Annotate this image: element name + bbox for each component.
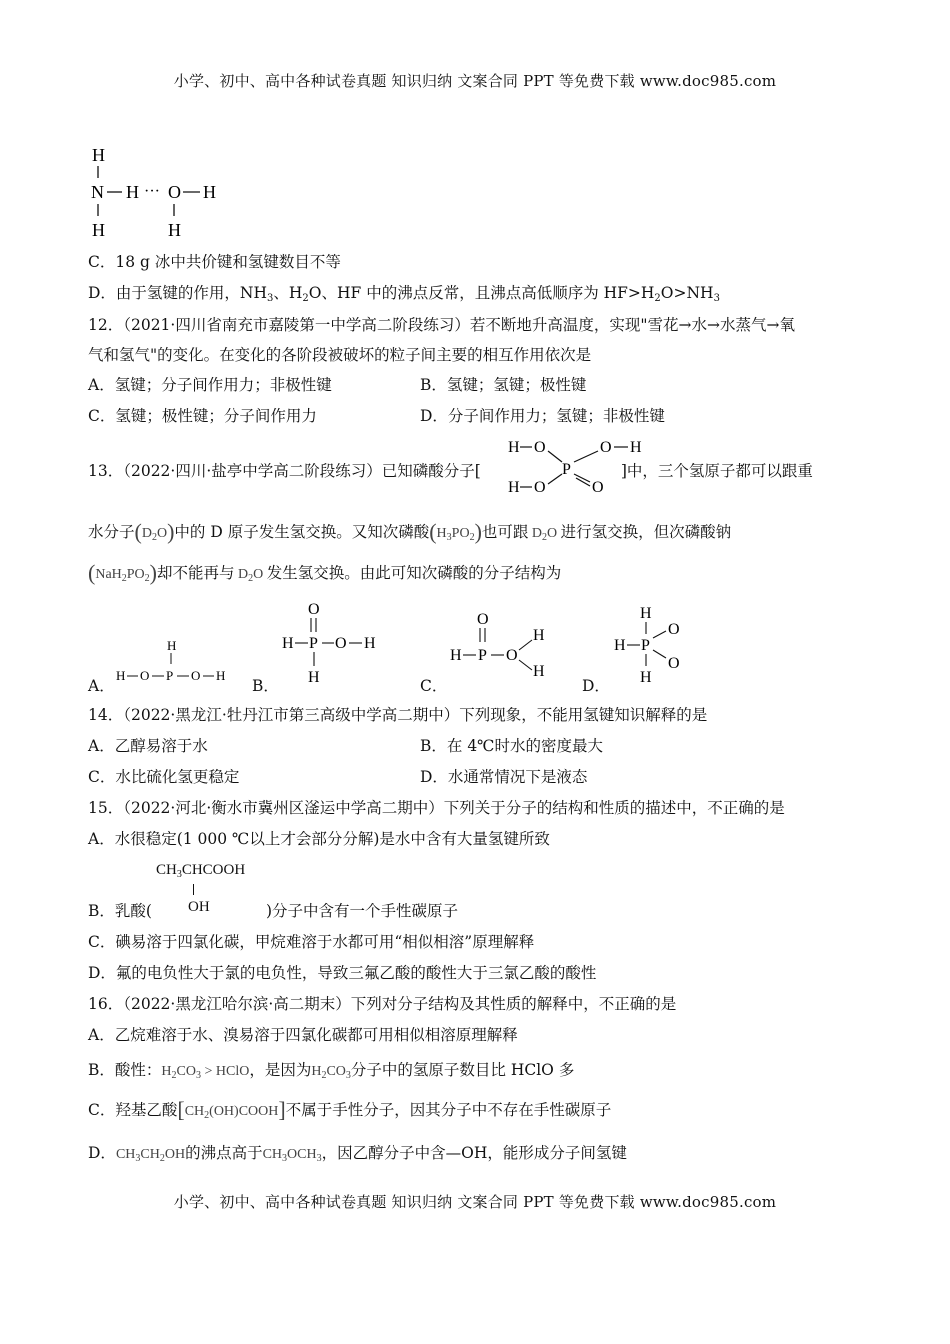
q16-option-d: D．$CH_3CH_2OH$的沸点高于$CH_3OCH_3$，因乙醇分子中含—OH，能形成分子间氢键 xyxy=(88,1144,627,1164)
page-header: 小学、初中、高中各种试卷真题 知识归纳 文案合同 PPT 等免费下载 www.doc985.com xyxy=(173,72,777,90)
atom: P xyxy=(309,635,318,652)
atom: H xyxy=(126,182,139,202)
atom: H xyxy=(614,637,626,654)
atom: O xyxy=(168,182,181,202)
atom: H xyxy=(308,669,320,686)
atom: H xyxy=(282,635,294,652)
q13-stem-line2: 水分子$(D_2O)$中的 D 原子发生氢交换。又知次磷酸$(H_3PO_2)$也可跟 $D_2O$ 进行氢交换，但次磷酸钠 xyxy=(88,519,732,544)
atom: N xyxy=(91,182,104,202)
atom: O xyxy=(140,668,150,683)
q12-option-b: B．氢键；氢键；极性键 xyxy=(420,376,587,394)
bond-dots: ··· xyxy=(144,183,160,200)
structure-b xyxy=(282,598,392,686)
q13-stem-line3: $(NaH_2PO_2)$却不能再与 $D_2O$ 发生氢交换。由此可知次磷酸的分子结构为 xyxy=(88,560,562,585)
lactic-acid-formula: $CH_3CHCOOH$ xyxy=(156,862,246,880)
atom: H xyxy=(92,220,105,240)
q16-option-b: B．酸性：$H_2CO_3$ > HClO，是因为$H_2CO_3$分子中的氢原子数目比 HClO 多 xyxy=(88,1061,575,1081)
atom: H xyxy=(533,663,545,680)
atom: H xyxy=(630,439,642,456)
q12-option-c: C．氢键；极性键；分子间作用力 xyxy=(88,407,317,425)
q15-stem: 15．（2022·河北·衡水市冀州区滏运中学高二期中）下列关于分子的结构和性质的描述中，不正确的是 xyxy=(88,799,785,817)
atom: O xyxy=(600,439,612,456)
atom: H xyxy=(508,479,520,496)
q12-stem-line2: 气和氢气"的变化。在变化的各阶段被破坏的粒子间主要的相互作用依次是 xyxy=(88,346,592,364)
atom: H xyxy=(168,220,181,240)
atom: P xyxy=(166,668,174,683)
atom: O xyxy=(534,479,546,496)
q14-stem: 14．（2022·黑龙江·牡丹江市第三高级中学高二期中）下列现象，不能用氢键知识解释的是 xyxy=(88,706,708,724)
q14-option-a: A．乙醇易溶于水 xyxy=(88,737,208,755)
q15-option-b: B．乳酸( )分子中含有一个手性碳原子 xyxy=(88,902,459,920)
q12-option-d: D．分子间作用力；氢键；非极性键 xyxy=(420,407,665,425)
atom: P xyxy=(641,637,650,654)
atom: O xyxy=(308,601,320,618)
phosphoric-acid-structure xyxy=(504,434,654,504)
structure-c xyxy=(446,610,566,682)
atom: H xyxy=(364,635,376,652)
atom: H xyxy=(167,638,177,653)
q15-option-d: D．氟的电负性大于氯的电负性，导致三氟乙酸的酸性大于三氯乙酸的酸性 xyxy=(88,964,597,982)
q11-option-c: C．18 g 冰中共价键和氢键数目不等 xyxy=(88,253,341,271)
q14-option-c: C．水比硫化氢更稳定 xyxy=(88,768,240,786)
atom: H xyxy=(640,669,652,686)
q13-stem-line1: 13．（2022·四川·盐亭中学高二阶段练习）已知磷酸分子[ ]中，三个氢原子都可以跟重 xyxy=(88,462,813,480)
atom: P xyxy=(562,461,571,478)
page-footer: 小学、初中、高中各种试卷真题 知识归纳 文案合同 PPT 等免费下载 www.doc985.com xyxy=(173,1193,777,1211)
hydrogen-bond-structure xyxy=(82,144,232,240)
atom: H xyxy=(640,605,652,622)
q16-option-c: C．羟基乙酸$[CH_2(OH)COOH]$不属于手性分子，因其分子中不存在手性碳原子 xyxy=(88,1097,612,1122)
q13-option-c-label: C． xyxy=(420,677,448,695)
q13-option-a-label: A． xyxy=(88,677,115,695)
q12-stem-line1: 12．（2021·四川省南充市嘉陵第一中学高二阶段练习）若不断地升高温度，实现"雪花→水→水蒸气→氧 xyxy=(88,316,795,334)
lactic-oh: OH xyxy=(188,899,210,915)
q15-option-c: C．碘易溶于四氯化碳，甲烷难溶于水都可用“相似相溶”原理解释 xyxy=(88,933,535,951)
atom: H xyxy=(116,668,126,683)
structure-a xyxy=(114,636,234,686)
q11-option-d: D．由于氢键的作用，$NH_3$、$H_2O$、HF 中的沸点反常，且沸点高低顺序为 $HF>H_2O>NH_3$ xyxy=(88,284,720,304)
q12-option-a: A．氢键；分子间作用力；非极性键 xyxy=(88,376,332,394)
atom: H xyxy=(508,439,520,456)
atom: O xyxy=(477,611,489,628)
atom: O xyxy=(191,668,201,683)
atom: P xyxy=(478,647,487,664)
atom: O xyxy=(592,479,604,496)
atom: O xyxy=(534,439,546,456)
q14-option-b: B．在 4℃时水的密度最大 xyxy=(420,737,604,755)
atom: H xyxy=(216,668,226,683)
atom: H xyxy=(450,647,462,664)
atom: O xyxy=(506,647,518,664)
q16-option-a: A．乙烷难溶于水、溴易溶于四氯化碳都可用相似相溶原理解释 xyxy=(88,1026,518,1044)
atom: O xyxy=(668,621,680,638)
atom: H xyxy=(533,627,545,644)
q13-option-b-label: B． xyxy=(252,677,279,695)
q16-stem: 16．（2022·黑龙江哈尔滨·高二期末）下列对分子结构及其性质的解释中，不正确的是 xyxy=(88,995,677,1013)
atom: O xyxy=(335,635,347,652)
structure-d xyxy=(612,600,702,686)
atom: H xyxy=(92,145,105,165)
q15-option-a: A．水很稳定(1 000 ℃以上才会部分分解)是水中含有大量氢键所致 xyxy=(88,830,550,848)
atom: H xyxy=(203,182,216,202)
q13-option-d-label: D． xyxy=(582,677,610,695)
lactic-bond xyxy=(193,884,194,895)
q14-option-d: D．水通常情况下是液态 xyxy=(420,768,588,786)
atom: O xyxy=(668,655,680,672)
